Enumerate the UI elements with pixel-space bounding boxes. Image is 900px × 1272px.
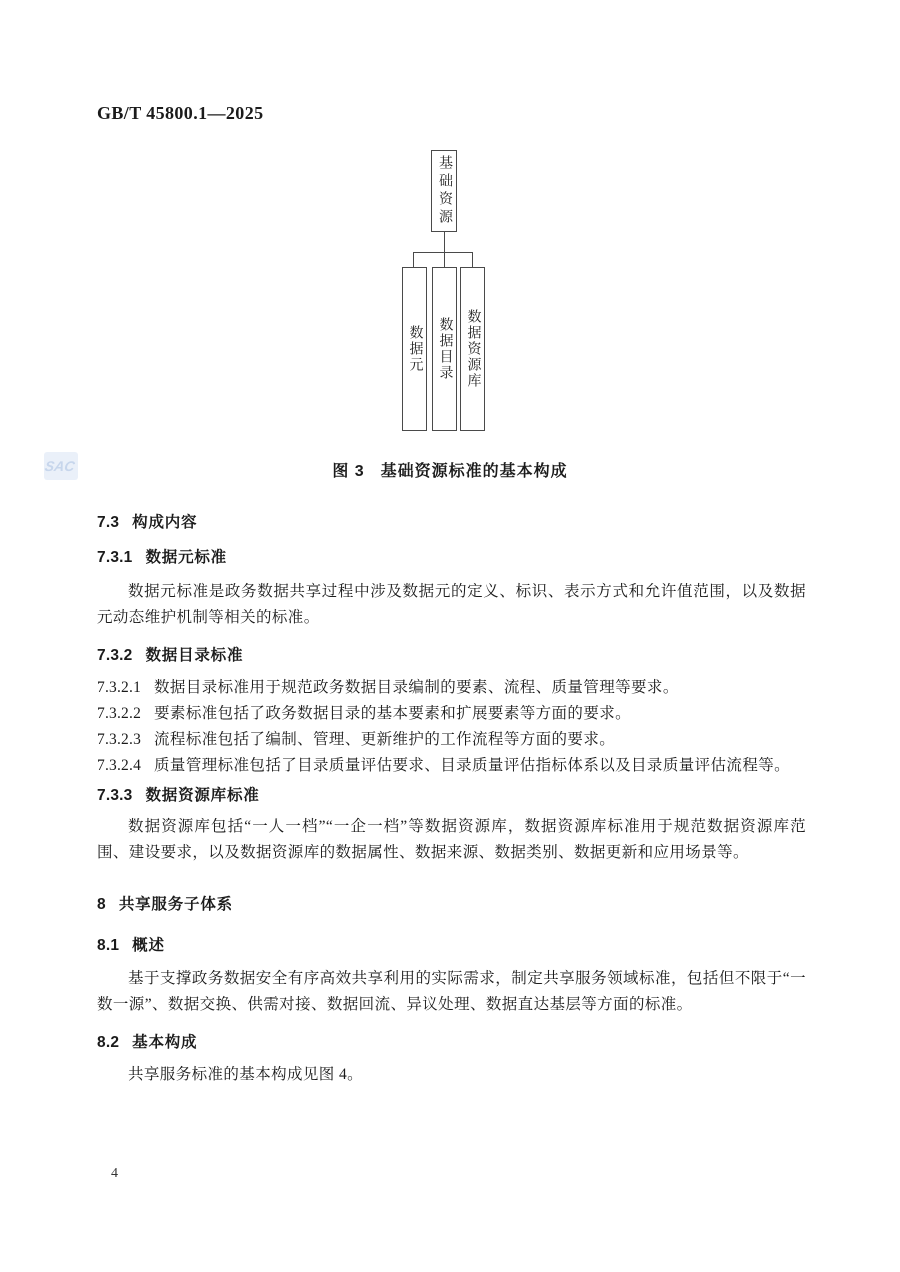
connector-drop-left	[413, 252, 414, 268]
section-number: 8.2	[97, 1034, 120, 1051]
section-title: 共享服务子体系	[118, 896, 233, 913]
paragraph-8-2: 共享服务标准的基本构成见图 4。	[128, 1066, 364, 1083]
clause-text: 质量管理标准包括了目录质量评估要求、目录质量评估指标体系以及目录质量评估流程等。	[154, 757, 791, 774]
section-heading-7-3-3	[97, 783, 806, 808]
section-title: 数据目录标准	[145, 647, 244, 664]
sac-logo-text: SAC	[43, 458, 76, 474]
clause-number: 7.3.2.4	[97, 757, 142, 774]
clause-7-3-2-4	[97, 753, 806, 779]
section-heading-8-2	[97, 1030, 806, 1055]
connector-drop-middle	[444, 252, 445, 268]
clause-list-7-3-2	[97, 675, 806, 779]
section-heading-8-1	[97, 933, 806, 958]
section-title: 构成内容	[132, 514, 198, 531]
clause-text: 数据目录标准用于规范政务数据目录编制的要素、流程、质量管理等要求。	[154, 679, 679, 696]
paragraph-8-1: 基于支撑政务数据安全有序高效共享利用的实际需求，制定共享服务领域标准，包括但不限于“一数一源”、数据交换、供需对接、数据回流、异议处理、数据直达基层等方面的标准。	[97, 970, 806, 1013]
clause-text: 流程标准包括了编制、管理、更新维护的工作流程等方面的要求。	[154, 731, 616, 748]
connector-line-vertical	[444, 232, 445, 253]
section-heading-7-3	[97, 510, 806, 535]
diagram-box-root	[431, 150, 457, 232]
paragraph-7-3-3: 数据资源库包括“一人一档”“一企一档”等数据资源库，数据资源库标准用于规范数据资源库范围、建设要求，以及数据资源库的数据属性、数据来源、数据类别、数据更新和应用场景等。	[97, 818, 806, 861]
paragraph-7-3-1: 数据元标准是政务数据共享过程中涉及数据元的定义、标识、表示方式和允许值范围，以及数据元动态维护机制等相关的标准。	[97, 583, 806, 626]
section-heading-7-3-1	[97, 545, 806, 570]
section-number: 8.1	[97, 937, 120, 954]
section-heading-8	[97, 892, 806, 917]
section-number: 7.3	[97, 514, 120, 531]
figure-3-caption	[0, 458, 900, 481]
doc-number: GB/T 45800.1—2025	[97, 103, 264, 123]
diagram-box-data-repository	[460, 267, 485, 431]
connector-line-horizontal	[413, 252, 473, 253]
diagram-box-data-repository-label: 数据资源库	[465, 309, 481, 389]
diagram-box-data-element-label: 数据元	[407, 325, 423, 373]
section-title: 基本构成	[132, 1034, 198, 1051]
section-heading-7-3-2	[97, 643, 806, 668]
section-title: 数据资源库标准	[145, 787, 260, 804]
diagram-box-data-catalog	[432, 267, 457, 431]
clause-7-3-2-2	[97, 701, 806, 727]
figure-caption-label: 图 3	[332, 463, 365, 480]
connector-drop-right	[472, 252, 473, 268]
clause-number: 7.3.2.2	[97, 705, 142, 722]
diagram-box-data-element	[402, 267, 427, 431]
section-number: 8	[97, 896, 106, 913]
section-number: 7.3.2	[97, 647, 133, 664]
diagram-box-root-label: 基础资源	[437, 155, 452, 227]
section-number: 7.3.3	[97, 787, 133, 804]
clause-number: 7.3.2.3	[97, 731, 142, 748]
clause-7-3-2-1	[97, 675, 806, 701]
figure-3-diagram	[380, 148, 520, 438]
section-title: 数据元标准	[145, 549, 227, 566]
clause-text: 要素标准包括了政务数据目录的基本要素和扩展要素等方面的要求。	[154, 705, 632, 722]
page-number: 4	[111, 1166, 118, 1181]
clause-7-3-2-3	[97, 727, 806, 753]
clause-number: 7.3.2.1	[97, 679, 142, 696]
section-number: 7.3.1	[97, 549, 133, 566]
section-title: 概述	[132, 937, 165, 954]
diagram-box-data-catalog-label: 数据目录	[437, 317, 453, 381]
figure-caption-title: 基础资源标准的基本构成	[380, 463, 568, 480]
